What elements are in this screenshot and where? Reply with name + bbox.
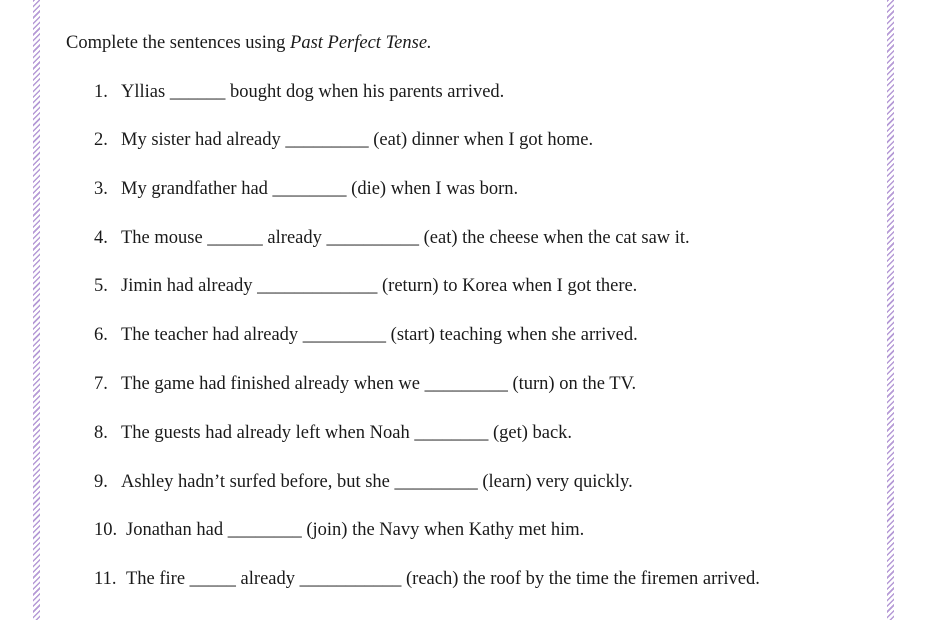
exercise-item-4 (94, 226, 690, 250)
exercise-item-1 (94, 80, 504, 104)
item-sentence: The guests had already left when Noah ________ (get) back. (121, 423, 573, 443)
item-sentence: The fire _____ already ___________ (reach) the roof by the time the firemen arrived. (126, 569, 760, 589)
item-number: 10. (94, 520, 118, 540)
left-decorative-border (33, 0, 40, 620)
item-number: 7. (94, 374, 108, 394)
item-sentence: Jimin had already _____________ (return) to Korea when I got there. (121, 276, 638, 296)
item-number: 1. (94, 82, 108, 102)
exercise-item-5 (94, 274, 637, 298)
item-sentence: The game had finished already when we _________ (turn) on the TV. (121, 374, 637, 394)
instruction-prefix: Complete the sentences using (66, 33, 291, 53)
exercise-item-8 (94, 421, 572, 445)
item-number: 2. (94, 130, 108, 150)
exercise-item-7 (94, 372, 636, 396)
exercise-item-10 (94, 518, 584, 542)
item-number: 11. (94, 569, 117, 589)
item-sentence: Yllias ______ bought dog when his parents arrived. (121, 82, 505, 102)
item-sentence: The mouse ______ already __________ (eat) the cheese when the cat saw it. (121, 228, 690, 248)
partially-visible-next-line (94, 610, 854, 620)
item-number: 4. (94, 228, 108, 248)
item-number: 3. (94, 179, 108, 199)
exercise-item-2 (94, 128, 593, 152)
instruction-text (66, 31, 432, 55)
right-decorative-border (887, 0, 894, 620)
item-sentence: My sister had already _________ (eat) dinner when I got home. (121, 130, 594, 150)
item-number: 6. (94, 325, 108, 345)
exercise-item-11 (94, 567, 760, 591)
item-number: 5. (94, 276, 108, 296)
exercise-item-9 (94, 470, 633, 494)
exercise-item-6 (94, 323, 638, 347)
item-sentence: Jonathan had ________ (join) the Navy when Kathy met him. (126, 520, 585, 540)
item-number: 9. (94, 472, 108, 492)
item-sentence: The teacher had already _________ (start) teaching when she arrived. (121, 325, 638, 345)
exercise-item-3 (94, 177, 518, 201)
item-sentence: Ashley hadn’t surfed before, but she _________ (learn) very quickly. (121, 472, 633, 492)
item-number: 8. (94, 423, 108, 443)
instruction-emphasis: Past Perfect Tense. (290, 33, 432, 53)
item-sentence: My grandfather had ________ (die) when I was born. (121, 179, 519, 199)
